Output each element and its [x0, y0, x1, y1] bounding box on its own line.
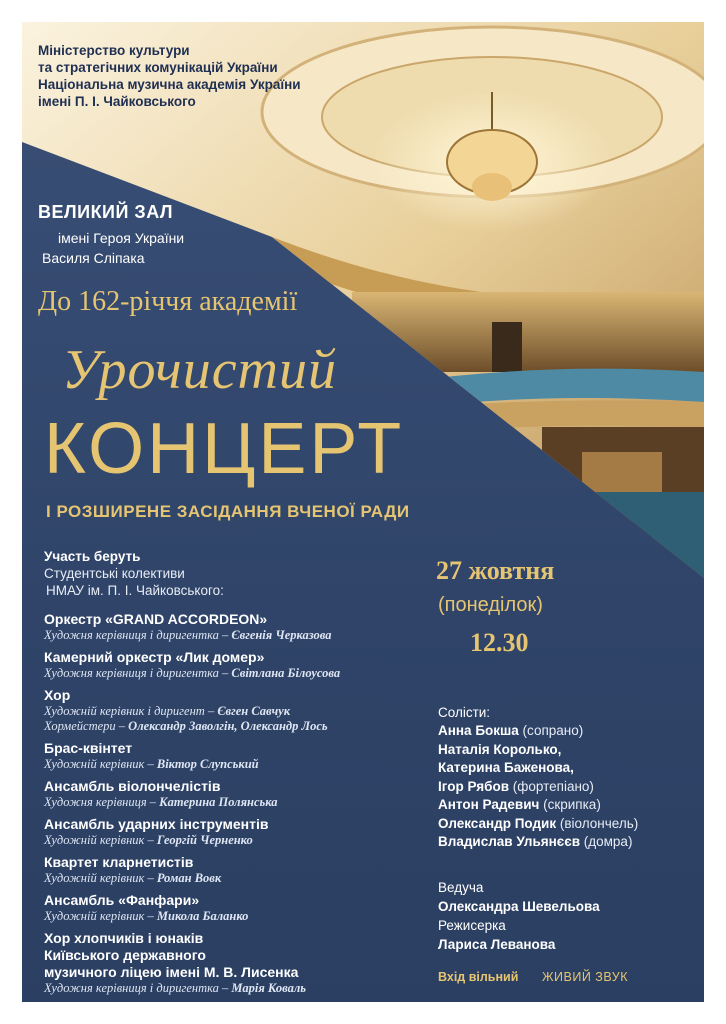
- ensemble-director: Художній керівник – Роман Вовк: [44, 871, 222, 885]
- ensemble: [44, 611, 444, 643]
- host-name: Олександра Шевельова: [438, 899, 600, 914]
- concert-poster: [22, 22, 704, 1002]
- ensemble-director: Художня керівниця і диригентка – Євгенія Черказова: [44, 628, 332, 642]
- ensemble: [44, 854, 444, 886]
- ensemble-director: Художня керівниця і диригентка – Марія Коваль: [44, 981, 307, 995]
- ensemble-director: Художній керівник – Віктор Слупський: [44, 757, 259, 771]
- ensemble-name: Ансамбль ударних інструментів: [44, 816, 269, 832]
- live-sound-label: ЖИВИЙ ЗВУК: [542, 970, 628, 984]
- director-label: Режисерка: [438, 918, 506, 933]
- director-name: Лариса Леванова: [438, 937, 556, 952]
- event-time: 12.30: [470, 628, 529, 657]
- ensemble-name: Оркестр «GRAND ACCORDEON»: [44, 611, 268, 627]
- soloist: Катерина Баженова,: [438, 760, 574, 775]
- ensemble-name: Брас-квінтет: [44, 740, 133, 756]
- ministry-line: та стратегічних комунікацій України: [38, 60, 278, 75]
- ensemble-director: Художній керівник – Георгій Черненко: [44, 833, 253, 847]
- hall-subtitle: імені Героя України: [58, 230, 185, 246]
- ensemble-name: музичного ліцею імені М. В. Лисенка: [44, 964, 299, 980]
- ensemble-director: Художня керівниця і диригентка – Світлана Білоусова: [44, 666, 341, 680]
- title-main: КОНЦЕРТ: [44, 409, 405, 489]
- ensemble: [44, 778, 444, 810]
- event-weekday: (понеділок): [438, 594, 543, 616]
- event-date: 27 жовтня: [436, 556, 555, 585]
- ministry-line: Міністерство культури: [38, 43, 190, 58]
- ensemble-director: Художній керівник – Микола Баланко: [44, 909, 249, 923]
- ensemble-name: Ансамбль віолончелістів: [44, 778, 221, 794]
- hall-name: ВЕЛИКИЙ ЗАЛ: [38, 202, 174, 222]
- ministry-header: [38, 42, 368, 110]
- ensemble: [44, 816, 444, 848]
- ensemble-name: Квартет кларнетистів: [44, 854, 194, 870]
- ensemble-name: Хор: [44, 687, 71, 703]
- ministry-line: імені П. І. Чайковського: [38, 94, 196, 109]
- participants-heading: Участь беруть: [44, 549, 141, 564]
- participants-intro: НМАУ ім. П. І. Чайковського:: [46, 583, 224, 598]
- participants-intro: Студентські колективи: [44, 566, 185, 581]
- hosts-section: [438, 878, 698, 954]
- ensemble-director: Художня керівниця – Катерина Полянська: [44, 795, 278, 809]
- hall-subtitle: Василя Сліпака: [42, 250, 145, 266]
- soloist: Анна Бокша (сопрано): [438, 723, 584, 738]
- participants-section: [44, 548, 444, 996]
- ensemble-director: Хормейстери – Олександр Заволгін, Олександр Лось: [44, 719, 328, 733]
- ensemble-name: Київського державного: [44, 947, 206, 963]
- ministry-line: Національна музична академія України: [38, 77, 301, 92]
- event-subtitle: І РОЗШИРЕНЕ ЗАСІДАННЯ ВЧЕНОЇ РАДИ: [46, 502, 410, 521]
- ensemble-name: Камерний оркестр «Лик домер»: [44, 649, 265, 665]
- soloist: Антон Радевич (скрипка): [438, 797, 601, 812]
- soloist: Олександр Подик (віолончель): [438, 815, 639, 831]
- ensemble: [44, 649, 444, 681]
- ensemble-director: Художній керівник і диригент – Євген Савчук: [44, 704, 291, 718]
- title-script: Урочистий: [62, 339, 337, 401]
- ensemble: [44, 740, 444, 772]
- soloist: Наталія Королько,: [438, 741, 562, 757]
- ensemble: [44, 930, 444, 996]
- host-label: Ведуча: [438, 880, 484, 895]
- soloists-section: [438, 704, 698, 852]
- ensemble-name: Ансамбль «Фанфари»: [44, 892, 200, 908]
- ensemble: [44, 687, 444, 734]
- anniversary-heading: До 162-річчя академії: [38, 286, 298, 317]
- soloist: Ігор Рябов (фортепіано): [438, 778, 594, 794]
- free-entry-label: Вхід вільний: [438, 970, 519, 984]
- ensemble-name: Хор хлопчиків і юнаків: [44, 930, 204, 946]
- soloist: Владислав Ульянєєв (домра): [438, 834, 633, 849]
- soloists-heading: Солісти:: [438, 705, 491, 720]
- ensemble: [44, 892, 444, 924]
